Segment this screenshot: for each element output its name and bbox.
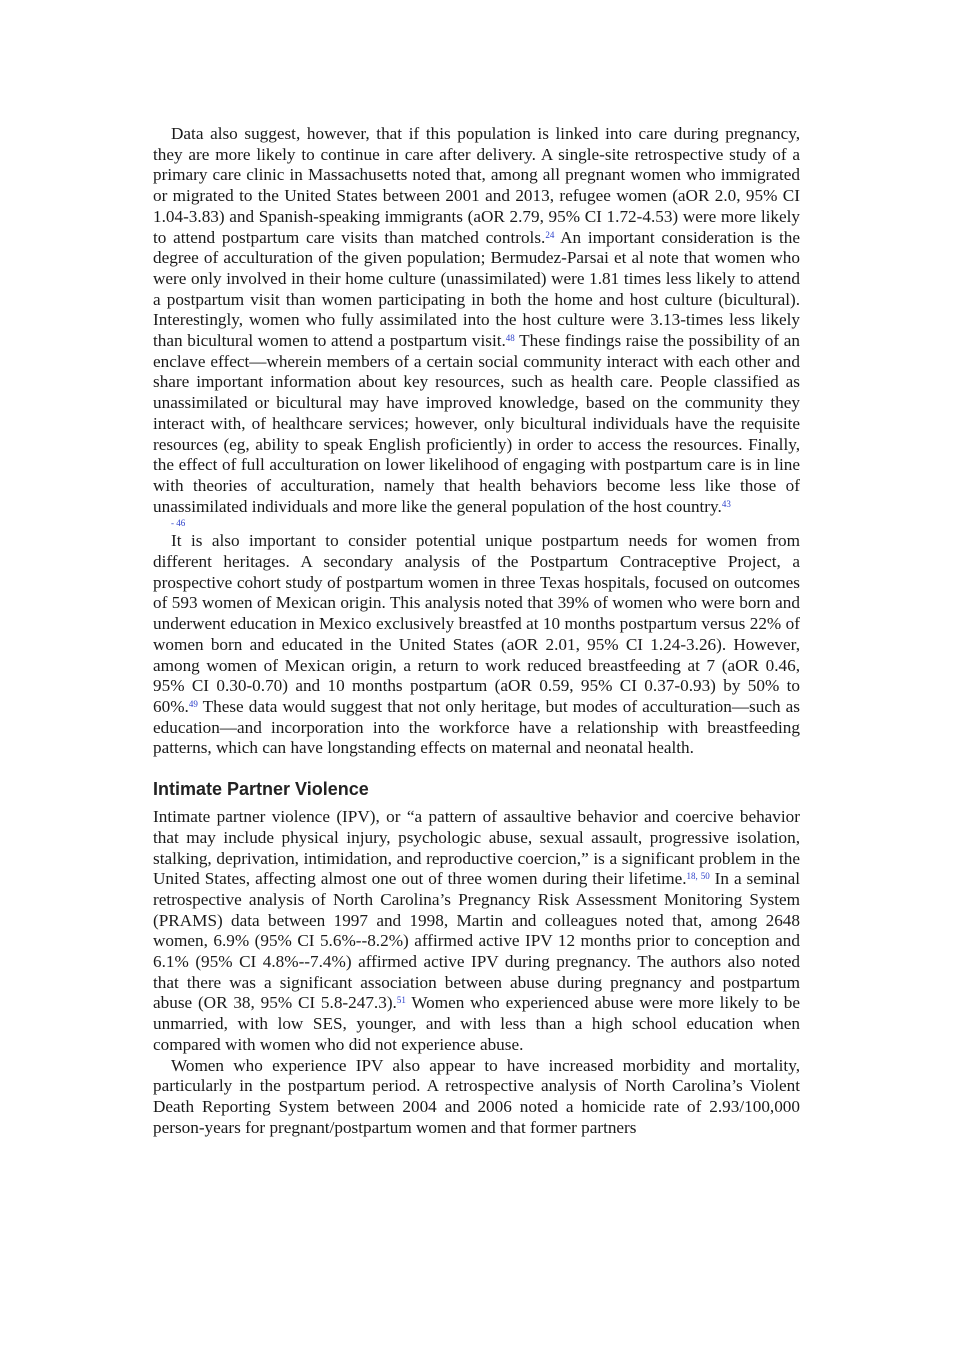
paragraph-text: It is also important to consider potential unique postpartum needs for women from different heritages. A secondary analysis of the Postpartum Contraceptive Project, a prospective cohort study of postpartum women in three Texas hospitals, focused on outcomes of 593 women of Mexican origin. This analysis noted that 39% of women who were born and underwent education in Mexico exclusively breastfed at 10 months postpartum versus 22% of women born and educated in the United States (aOR 2.01, 95% CI 1.24-3.26). However, among women of Mexican origin, a return to work reduced breastfeeding at 7 (aOR 0.46, 95% CI 0.30-0.70) and 10 months postpartum (aOR 0.59, 95% CI 0.37-0.93) by 50% to 60%. — [153, 531, 800, 716]
paragraph — [153, 1056, 800, 1139]
paragraph — [153, 531, 800, 759]
paragraph-text: Women who experience IPV also appear to have increased morbidity and mortality, particularly in the postpartum period. A retrospective analysis of North Carolina’s Violent Death Reporting System between 2004 and 2006 noted a homicide rate of 2.93/100,000 person-years for pregnant/postpartum women and that former partners — [153, 1055, 800, 1137]
citation-link[interactable]: 49 — [188, 698, 198, 709]
paragraph-text: Intimate partner violence (IPV), or “a pattern of assaultive behavior and coercive behavior that may include physical injury, psychologic abuse, sexual assault, progressive isolation, stalking, deprivation, intimidation, and reproductive coercion,” is a significant problem in the United States, affecting almost one out of three women during their lifetime. — [153, 807, 800, 889]
citation-link[interactable]: 43 — [721, 498, 731, 509]
citation-range-link[interactable]: - 46 — [171, 518, 186, 529]
citation-link[interactable]: 24 — [545, 229, 555, 240]
citation-link[interactable]: 51 — [396, 995, 406, 1006]
citation-link[interactable]: 48 — [505, 333, 515, 344]
paragraph-text: Data also suggest, however, that if this population is linked into care during pregnancy, they are more likely to continue in care after delivery. A single-site retrospective study of a primary care clinic in Massachusetts noted that, among all pregnant women who immigrated or migrated to the United States between 2001 and 2013, refugee women (aOR 2.0, 95% CI 1.04-3.83) and Spanish-speaking immigrants (aOR 2.79, 95% CI 1.72-4.53) were more likely to attend postpartum care visits than matched controls. — [153, 124, 800, 247]
paragraph — [153, 124, 800, 530]
paragraph-text: These data would suggest that not only heritage, but modes of acculturation—such as education—and incorporation into the workforce have a relationship with breastfeeding patterns, which can have longstanding effects on maternal and neonatal health. — [153, 696, 800, 758]
paragraph-text: Women who experienced abuse were more likely to be unmarried, with low SES, younger, and with less than a high school education when compared with women who did not experience abuse. — [153, 993, 800, 1054]
paragraph — [153, 807, 800, 1055]
paragraph-text: An important consideration is the degree of acculturation of the given population; Bermudez-Parsai et al note that women who were only involved in their home culture (unassimilated) were 1.81 times less likely to attend a postpartum visit than women participating in both the home and host culture (bicultural). Interestingly, women who fully assimilated into the host culture were 3.13-times less likely than bicultural women to attend a postpartum visit. — [153, 227, 800, 351]
body-text-intro — [153, 124, 800, 759]
body-text-section — [153, 807, 800, 1138]
paragraph-text: These findings raise the possibility of an enclave effect—wherein members of a certain social community interact with each other and share important information about key resources, such as health care. People classified as unassimilated or bicultural may have improved knowledge, based on the community they interact with, of healthcare services; however, only bicultural individuals have the requisite resources (eg, ability to speak English proficiently) in order to access the resources. Finally, the effect of full acculturation on lower likelihood of engaging with postpartum care is in line with theories of acculturation, namely that health behaviors become less like those of unassimilated individuals and more like the general population of the host country. — [153, 331, 800, 516]
document-page — [153, 124, 800, 1138]
paragraph-text: In a seminal retrospective analysis of North Carolina’s Pregnancy Risk Assessment Monitoring System (PRAMS) data between 1997 and 1998, Martin and colleagues noted that, among 2648 women, 6.9% (95% CI 5.6%--8.2%) affirmed active IPV 12 months prior to conception and 6.1% (95% CI 4.8%--7.4%) affirmed active IPV during pregnancy. The authors also noted that there was a significant association between abuse during pregnancy and postpartum abuse (OR 38, 95% CI 5.8-247.3). — [153, 869, 801, 1013]
section-heading: Intimate Partner Violence — [153, 779, 369, 800]
citation-link[interactable]: 18, 50 — [686, 871, 710, 882]
